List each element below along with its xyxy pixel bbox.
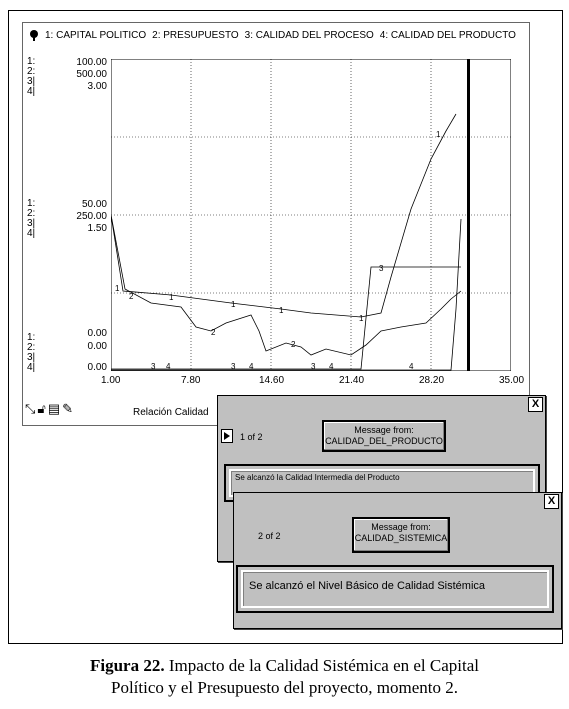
message-window-2[interactable] [233, 492, 562, 629]
marker-1: 1 [169, 293, 174, 302]
print-icon[interactable]: ▤ [47, 401, 61, 416]
scale-icon[interactable]: ⤡ [25, 401, 36, 416]
marker-1: 1 [279, 306, 284, 315]
y-value: 0.00 [87, 362, 107, 373]
marker-2: 2 [211, 328, 216, 337]
y-values-bottom [73, 327, 107, 374]
y-value: 0.00 [87, 341, 107, 352]
message-from-button[interactable] [352, 517, 450, 553]
y-value: 100.00 [76, 57, 107, 68]
y-value: 500.00 [76, 69, 107, 80]
plot-area [111, 59, 511, 371]
y-id: 4| [27, 362, 36, 373]
x-tick: 1.00 [101, 375, 121, 386]
pencil-icon[interactable]: ✎ [62, 401, 74, 416]
graph-toolbar [25, 402, 73, 416]
marker-1: 1 [115, 284, 120, 293]
y-id: 1: [27, 332, 36, 343]
marker-1: 1 [231, 300, 236, 309]
from-source: CALIDAD_SISTEMICA [354, 533, 448, 543]
y-ids-top [27, 57, 35, 97]
time-cursor[interactable] [467, 59, 470, 371]
y-id: 2: [27, 342, 36, 353]
y-ids-mid [27, 199, 35, 239]
marker-4: 4 [166, 362, 171, 371]
marker-1: 1 [359, 314, 364, 323]
x-tick: 28.20 [419, 375, 445, 386]
close-button[interactable]: X [528, 397, 543, 412]
y-id: 1: [27, 56, 36, 67]
from-label: Message from: [371, 522, 431, 532]
marker-4: 4 [329, 362, 334, 371]
y-values-top [73, 57, 107, 93]
marker-2: 2 [291, 340, 296, 349]
x-tick: 21.40 [339, 375, 365, 386]
y-id: 4| [27, 86, 36, 97]
x-tick: 14.60 [259, 375, 285, 386]
y-value: 3.00 [87, 81, 107, 92]
marker-4: 4 [249, 362, 254, 371]
window-titlebar[interactable] [218, 396, 545, 413]
marker-3: 3 [231, 362, 236, 371]
graph-panel [22, 22, 530, 426]
y-id: 3| [27, 218, 36, 229]
lock-icon[interactable]: 🔓︎ [37, 401, 46, 416]
y-value: 250.00 [76, 211, 107, 222]
legend-item-4: 4: CALIDAD DEL PRODUCTO [379, 29, 516, 41]
message-from-button[interactable] [322, 420, 446, 452]
from-source: CALIDAD_DEL_PRODUCTO [325, 436, 443, 446]
pager-label: 1 of 2 [240, 432, 263, 442]
y-id: 4| [27, 228, 36, 239]
caption-label: Figura 22. [89, 656, 165, 675]
pager-label: 2 of 2 [258, 531, 281, 541]
message-area [236, 565, 554, 613]
caption-text: Impacto de la Calidad Sistémica en el Capital [164, 656, 479, 675]
legend-item-3: 3: CALIDAD DEL PROCESO [244, 29, 374, 41]
y-value: 50.00 [81, 199, 107, 210]
marker-4: 4 [409, 362, 414, 371]
y-id: 3| [27, 76, 36, 87]
y-ids-bottom [27, 333, 35, 373]
marker-3: 3 [379, 264, 384, 273]
y-id: 2: [27, 208, 36, 219]
y-id: 3| [27, 352, 36, 363]
marker-3: 3 [151, 362, 156, 371]
x-tick: 7.80 [181, 375, 201, 386]
message-text: Se alcanzó la Calidad Intermedia del Producto [229, 469, 535, 497]
y-id: 2: [27, 66, 36, 77]
from-label: Message from: [354, 425, 414, 435]
y-value: 0.00 [87, 328, 107, 339]
y-value: 1.50 [87, 223, 107, 234]
y-values-mid [73, 199, 107, 235]
legend-item-1: 1: CAPITAL POLITICO [45, 29, 147, 41]
marker-1: 1 [436, 130, 441, 139]
graph-title-label: Relación Calidad [133, 407, 209, 418]
window-titlebar[interactable] [234, 493, 561, 510]
close-button[interactable]: X [544, 494, 559, 509]
legend [29, 29, 516, 41]
figure-caption [0, 655, 569, 699]
y-id: 1: [27, 198, 36, 209]
caption-line-2: Político y el Presupuesto del proyecto, momento 2. [110, 678, 459, 697]
legend-item-2: 2: PRESUPUESTO [152, 29, 239, 41]
pin-icon[interactable] [29, 29, 39, 41]
marker-2: 2 [129, 292, 134, 301]
x-tick: 35.00 [499, 375, 525, 386]
message-text: Se alcanzó el Nivel Básico de Calidad Sistémica [241, 570, 549, 608]
next-arrow-icon[interactable] [221, 429, 233, 443]
marker-3: 3 [311, 362, 316, 371]
spacer [73, 353, 107, 361]
